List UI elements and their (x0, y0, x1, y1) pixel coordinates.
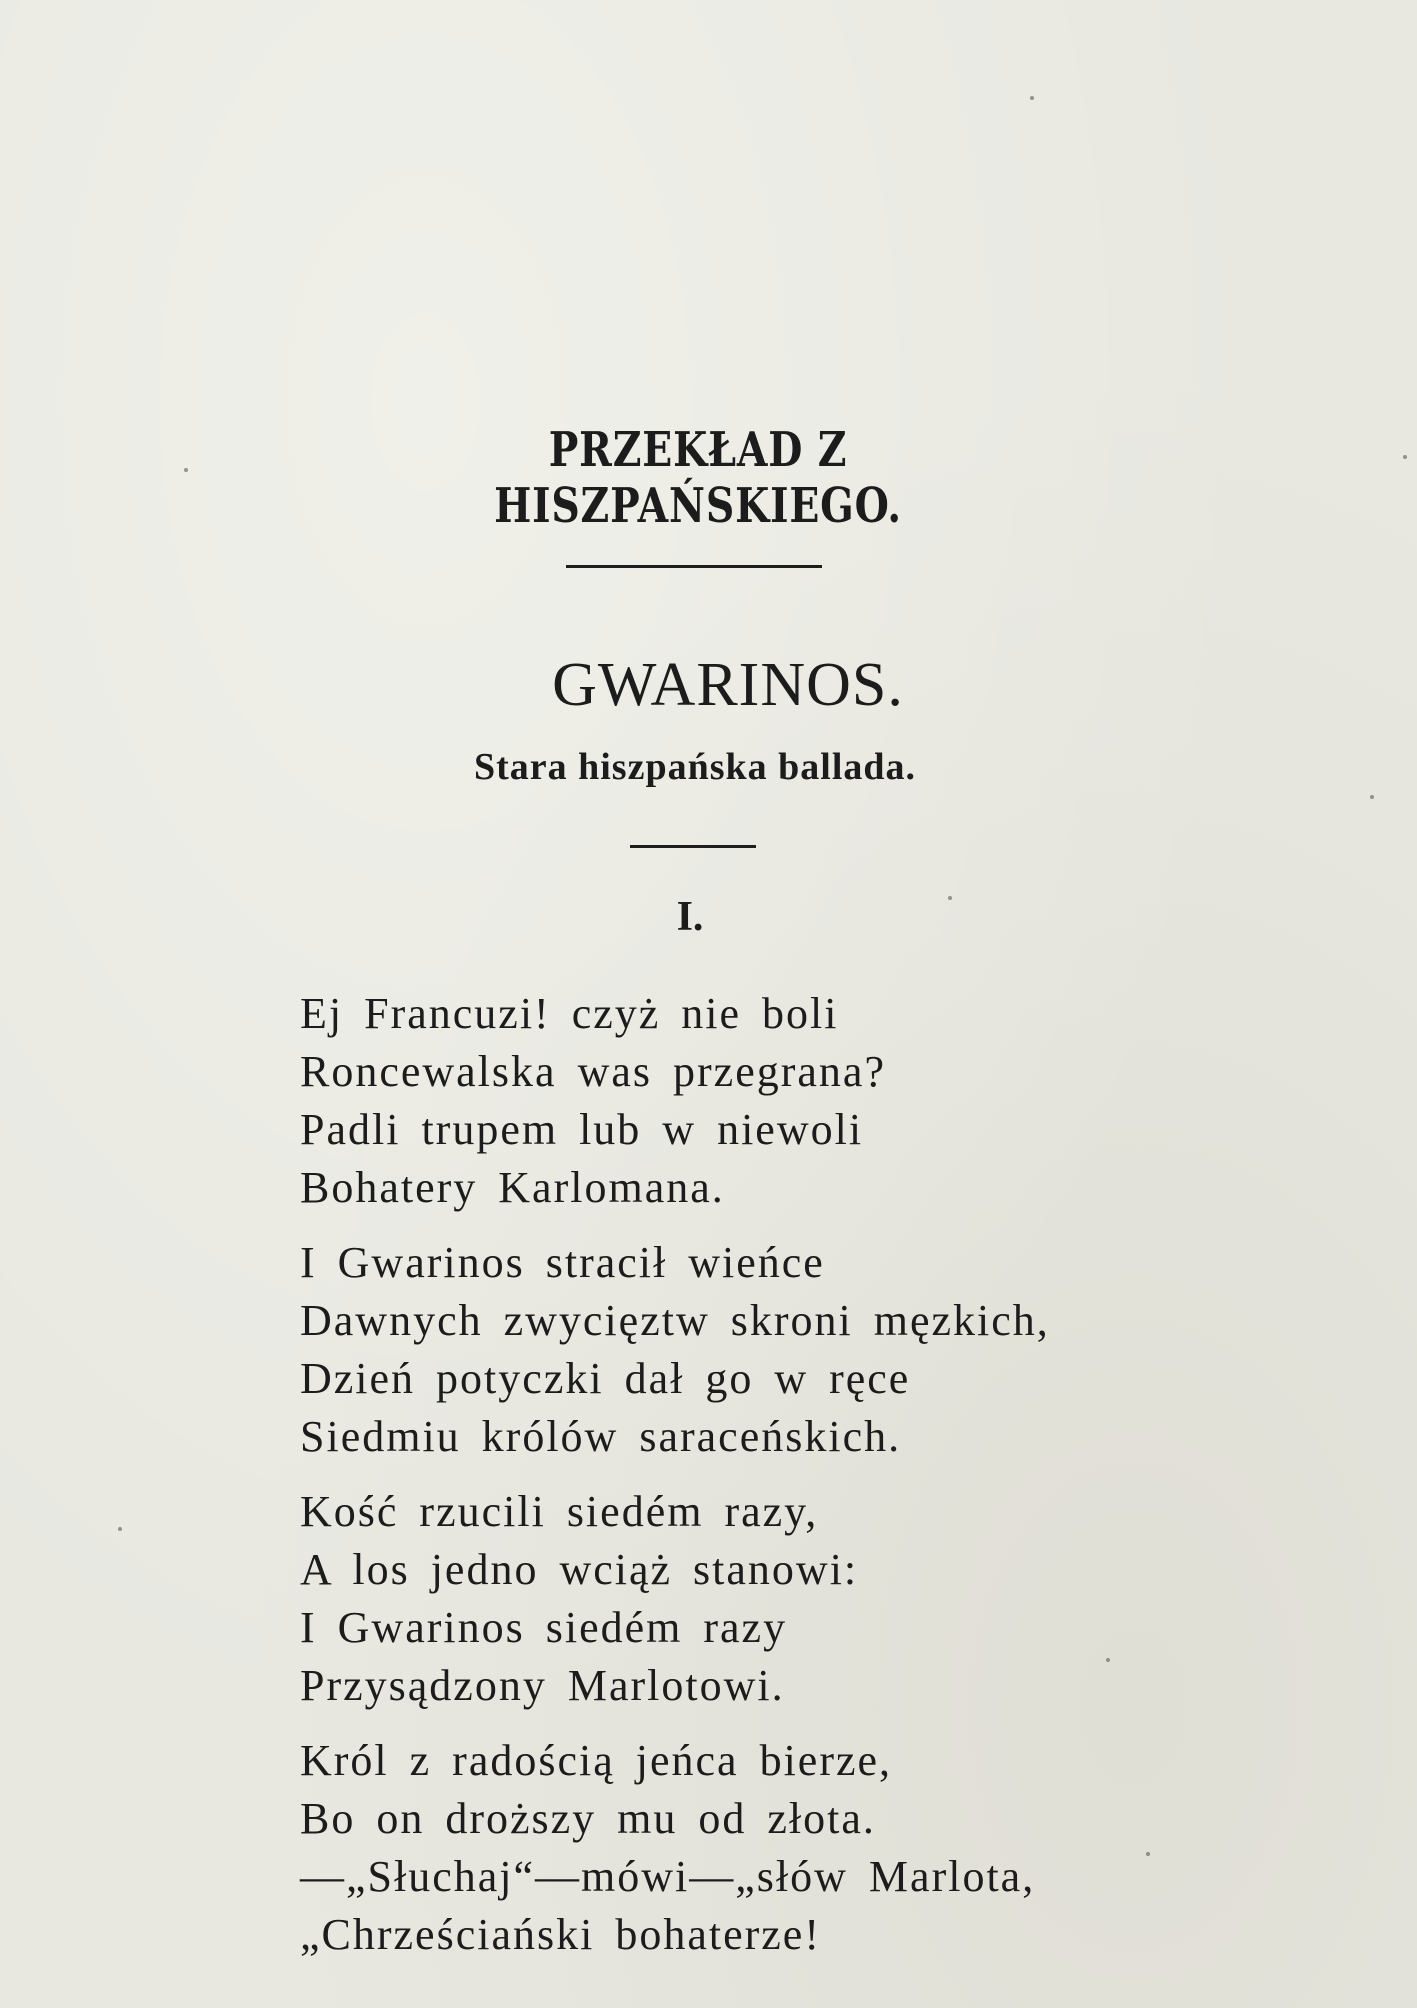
subtitle-divider (630, 845, 756, 848)
poem-subtitle: Stara hiszpańska ballada. (473, 746, 917, 788)
poem-title: GWARINOS. (552, 651, 904, 719)
verse-line: Król z radością jeńca bierze, (300, 1736, 893, 1785)
verse-line: A los jedno wciąż stanowi: (300, 1545, 859, 1594)
paper-speck (184, 468, 188, 472)
stanza (300, 1234, 1200, 1466)
section-title: PRZEKŁAD Z HISZPAŃSKIEGO. (494, 422, 902, 534)
verse-line: Siedmiu królów saraceńskich. (300, 1412, 902, 1461)
verse-line: Ej Francuzi! czyż nie boli (300, 989, 839, 1038)
verse-line: Roncewalska was przegrana? (300, 1047, 886, 1096)
verse-line: I Gwarinos stracił wieńce (300, 1238, 825, 1287)
verse-line: I Gwarinos siedém razy (300, 1603, 788, 1652)
verse-line: Dawnych zwycięztw skroni męzkich, (300, 1296, 1050, 1345)
verse-line: Padli trupem lub w niewoli (300, 1105, 864, 1154)
paper-speck (1403, 455, 1407, 459)
poem-body (300, 985, 1200, 1981)
part-number: I. (676, 894, 704, 940)
stanza (300, 1483, 1200, 1715)
verse-line: Kość rzucili siedém razy, (300, 1487, 819, 1536)
paper-speck (948, 896, 952, 900)
verse-line: Bohatery Karlomana. (300, 1163, 725, 1212)
verse-line: Przysądzony Marlotowi. (300, 1661, 785, 1710)
paper-speck (1030, 96, 1034, 100)
verse-line: Dzień potyczki dał go w ręce (300, 1354, 911, 1403)
stanza (300, 985, 1200, 1217)
stanza (300, 1732, 1200, 1964)
paper-speck (118, 1527, 122, 1531)
verse-line: —„Słuchaj“—mówi—„słów Marlota, (300, 1852, 1036, 1901)
verse-line: „Chrześciański bohaterze! (300, 1910, 821, 1959)
paper-speck (1370, 795, 1374, 799)
verse-line: Bo on droższy mu od złota. (300, 1794, 876, 1843)
paper-speck (1106, 1658, 1110, 1662)
paper-speck (1146, 1852, 1150, 1856)
title-divider (566, 565, 822, 568)
